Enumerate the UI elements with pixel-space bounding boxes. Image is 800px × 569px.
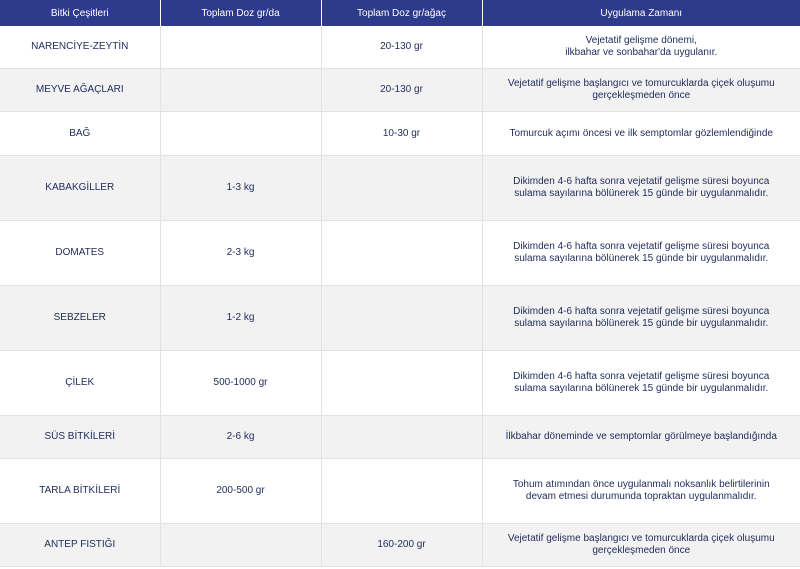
dose-tree-cell: 20-130 gr xyxy=(321,26,482,69)
dose-da-cell: 500-1000 gr xyxy=(160,351,321,416)
plant-cell: SÜS BİTKİLERİ xyxy=(0,416,160,459)
dose-tree-cell xyxy=(321,351,482,416)
plant-cell: MEYVE AĞAÇLARI xyxy=(0,69,160,112)
dose-tree-cell xyxy=(321,459,482,524)
dose-da-cell xyxy=(160,26,321,69)
header-plant-types: Bitki Çeşitleri xyxy=(0,0,160,26)
dose-tree-cell xyxy=(321,286,482,351)
plant-cell: BAĞ xyxy=(0,112,160,156)
dose-da-cell xyxy=(160,524,321,567)
dose-da-cell: 200-500 gr xyxy=(160,459,321,524)
timing-cell: Dikimden 4-6 hafta sonra vejetatif gelişme süresi boyunca sulama sayılarına bölünerek 15 günde bir uygulanmalıdır. xyxy=(482,286,800,351)
timing-cell: Vejetatif gelişme başlangıcı ve tomurcuklarda çiçek oluşumu gerçekleşmeden önce xyxy=(482,524,800,567)
dose-da-cell: 2-3 kg xyxy=(160,221,321,286)
plant-cell: ANTEP FISTIĞI xyxy=(0,524,160,567)
dose-da-cell: 1-2 kg xyxy=(160,286,321,351)
header-row xyxy=(0,0,800,26)
dose-da-cell xyxy=(160,69,321,112)
header-dose-per-tree: Toplam Doz gr/ağaç xyxy=(321,0,482,26)
plant-cell: ÇİLEK xyxy=(0,351,160,416)
header-dose-per-decare: Toplam Doz gr/da xyxy=(160,0,321,26)
table-row xyxy=(0,459,800,524)
plant-cell: DOMATES xyxy=(0,221,160,286)
timing-cell: Tohum atımından önce uygulanmalı noksanlık belirtilerinin devam etmesi durumunda topraktan uygulanmalıdır. xyxy=(482,459,800,524)
timing-cell: Dikimden 4-6 hafta sonra vejetatif gelişme süresi boyunca sulama sayılarına bölünerek 15 günde bir uygulanmalıdır. xyxy=(482,221,800,286)
timing-cell: İlkbahar döneminde ve semptomlar görülmeye başlandığında xyxy=(482,416,800,459)
timing-cell: Vejetatif gelişme dönemi, ilkbahar ve sonbahar'da uygulanır. xyxy=(482,26,800,69)
table-row xyxy=(0,416,800,459)
dose-tree-cell xyxy=(321,416,482,459)
table-row xyxy=(0,26,800,69)
timing-cell: Vejetatif gelişme başlangıcı ve tomurcuklarda çiçek oluşumu gerçekleşmeden önce xyxy=(482,69,800,112)
table-row xyxy=(0,156,800,221)
table-row xyxy=(0,69,800,112)
dose-tree-cell xyxy=(321,156,482,221)
table-row xyxy=(0,112,800,156)
timing-cell: Dikimden 4-6 hafta sonra vejetatif gelişme süresi boyunca sulama sayılarına bölünerek 15 günde bir uygulanmalıdır. xyxy=(482,156,800,221)
table-row xyxy=(0,221,800,286)
table-row xyxy=(0,351,800,416)
dose-tree-cell: 20-130 gr xyxy=(321,69,482,112)
dose-tree-cell: 10-30 gr xyxy=(321,112,482,156)
dose-tree-cell: 160-200 gr xyxy=(321,524,482,567)
plant-cell: SEBZELER xyxy=(0,286,160,351)
table-row xyxy=(0,524,800,567)
dose-tree-cell xyxy=(321,221,482,286)
timing-cell: Tomurcuk açımı öncesi ve ilk semptomlar gözlemlendiğinde xyxy=(482,112,800,156)
plant-cell: TARLA BİTKİLERİ xyxy=(0,459,160,524)
plant-cell: NARENCİYE-ZEYTİN xyxy=(0,26,160,69)
dose-da-cell: 2-6 kg xyxy=(160,416,321,459)
table-row xyxy=(0,286,800,351)
header-application-time: Uygulama Zamanı xyxy=(482,0,800,26)
timing-cell: Dikimden 4-6 hafta sonra vejetatif gelişme süresi boyunca sulama sayılarına bölünerek 15 günde bir uygulanmalıdır. xyxy=(482,351,800,416)
dose-da-cell xyxy=(160,112,321,156)
dose-da-cell: 1-3 kg xyxy=(160,156,321,221)
plant-cell: KABAKGİLLER xyxy=(0,156,160,221)
